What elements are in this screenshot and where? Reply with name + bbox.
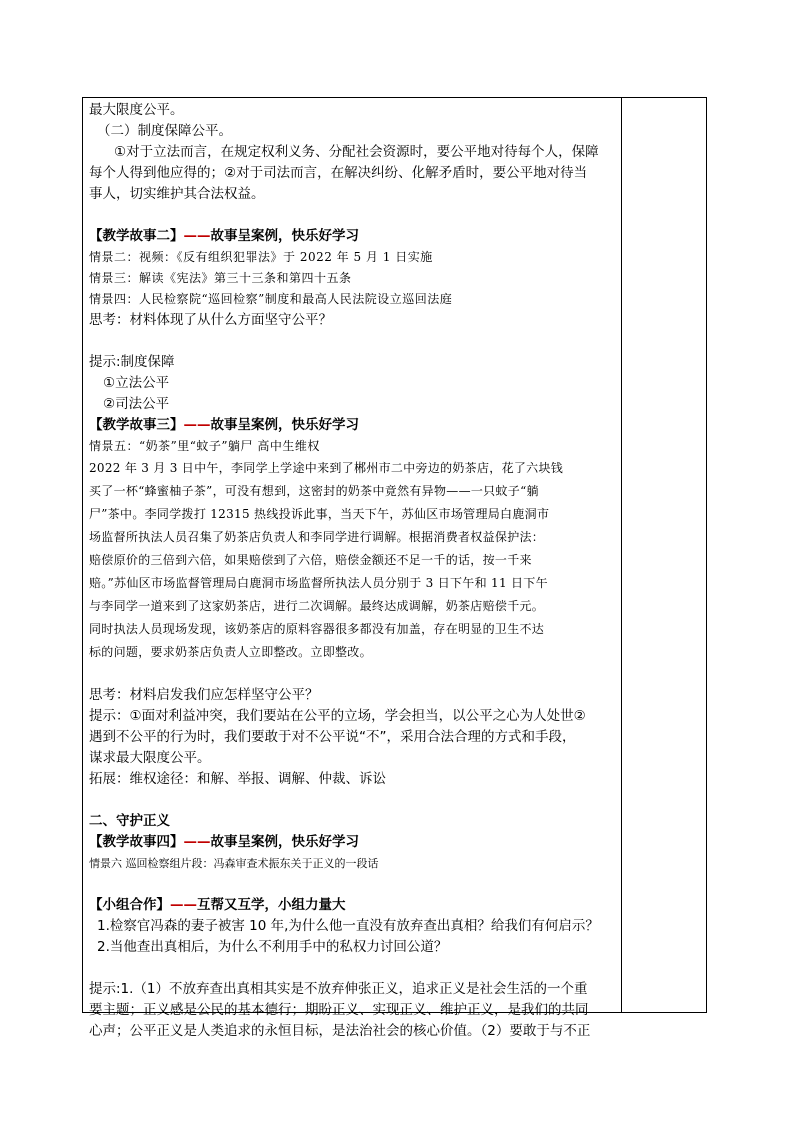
hint-line: 谋求最大限度公平。 xyxy=(89,750,211,766)
hint-item: ①立法公平 xyxy=(103,375,170,391)
question-item: 2.当他查出真相后，为什么不利用手中的私权力讨回公道？ xyxy=(97,939,448,955)
story-heading-bracket: 【教学故事二】 xyxy=(89,228,184,244)
story-line: 尸”茶中。李同学拨打 12315 热线投诉此事，当天下午，苏仙区市场管理局白鹿洞市 xyxy=(89,507,550,521)
story-line: 赔。”苏仙区市场监督管理局白鹿洞市场监督所执法人员分别于 3 日下午和 11 日下午 xyxy=(89,576,548,590)
hint-line: 遇到不公平的行为时，我们要敢于对不公平说“不”，采用合法合理的方式和手段， xyxy=(89,729,576,745)
paragraph-line: ①对于立法而言，在规定权利义务、分配社会资源时，要公平地对待每个人，保障 xyxy=(114,144,599,160)
scenario-line: 情景二：视频：《反有组织犯罪法》于 2022 年 5 月 1 日实施 xyxy=(89,250,433,264)
think-question: 思考：材料体现了从什么方面坚守公平？ xyxy=(89,312,332,328)
expand-line: 拓展：维权途径：和解、举报、调解、仲裁、诉讼 xyxy=(89,771,386,787)
story-heading-tail: 故事呈案例，快乐好学习 xyxy=(210,417,359,433)
scenario-line: 情景四：人民检察院“巡回检察”制度和最高人民法院设立巡回法庭 xyxy=(89,292,453,306)
hint-line: 提示:1.（1）不放弃查出真相其实是不放弃伸张正义，追求正义是社会生活的一个重 xyxy=(89,981,588,997)
scenario-line: 情景六 巡回检察组片段：冯森审查术振东关于正义的一段话 xyxy=(89,857,379,870)
story-heading-tail: 故事呈案例，快乐好学习 xyxy=(210,228,359,244)
question-item: 1.检察官冯森的妻子被害 10 年,为什么他一直没有放弃查出真相？给我们有何启示？ xyxy=(97,918,599,934)
hint-line: 心声；公平正义是人类追求的永恒目标，是法治社会的核心价值。（2）要敢于与不正 xyxy=(89,1023,591,1039)
story-heading-bracket: 【教学故事三】 xyxy=(89,417,184,433)
scenario-title: 情景五：“奶茶”里“蚊子”躺尸 高中生维权 xyxy=(89,439,320,453)
lesson-content-cell xyxy=(89,100,617,1042)
subheading-institution: （二）制度保障公平。 xyxy=(97,123,232,139)
story-line: 2022 年 3 月 3 日中午，李同学上学途中来到了郴州市二中旁边的奶茶店，花了六块钱 xyxy=(89,461,564,475)
red-dash: —— xyxy=(183,417,211,433)
red-dash: —— xyxy=(183,228,211,244)
hint-line: 提示:制度保障 xyxy=(89,354,175,370)
group-heading-tail: 互帮又互学，小组力量大 xyxy=(197,897,346,913)
story-line: 买了一杯“蜂蜜柚子茶”，可没有想到，这密封的奶茶中竟然有异物——一只蚊子“躺 xyxy=(89,484,539,498)
group-work-heading xyxy=(89,895,617,916)
group-heading-bracket: 【小组合作】 xyxy=(89,897,170,913)
lesson-table xyxy=(82,97,707,1039)
hint-line: 要主题；正义感是公民的基本德行；期盼正义、实现正义、维护正义，是我们的共同 xyxy=(89,1002,589,1018)
story-heading-bracket: 【教学故事四】 xyxy=(89,834,184,850)
paragraph-line: 事人，切实维护其合法权益。 xyxy=(89,186,265,202)
story-heading-tail: 故事呈案例，快乐好学习 xyxy=(210,834,359,850)
story-line: 标的问题，要求奶茶店负责人立即整改。立即整改。 xyxy=(89,645,372,659)
column-divider xyxy=(621,98,622,1012)
story-two-heading xyxy=(89,226,617,247)
story-line: 与李同学一道来到了这家奶茶店，进行二次调解。最终达成调解，奶茶店赔偿千元。 xyxy=(89,599,545,613)
story-three-heading xyxy=(89,415,617,436)
hint-item: ②司法公平 xyxy=(103,396,170,412)
red-dash: —— xyxy=(170,897,197,913)
story-line: 场监督所执法人员召集了奶茶店负责人和李同学进行调解。根据消费者权益保护法： xyxy=(89,530,545,544)
think-question: 思考：材料启发我们应怎样坚守公平？ xyxy=(89,687,319,703)
section-heading-justice: 二、守护正义 xyxy=(89,813,170,829)
story-line: 赔偿原价的三倍到六倍，如果赔偿到了六倍，赔偿金额还不足一千的话，按一千来 xyxy=(89,553,532,567)
hint-line: 提示：①面对利益冲突，我们要站在公平的立场，学会担当，以公平之心为人处世② xyxy=(89,708,586,724)
red-dash: —— xyxy=(183,834,211,850)
story-line: 同时执法人员现场发现，该奶茶店的原料容器很多都没有加盖，存在明显的卫生不达 xyxy=(89,622,545,636)
scenario-line: 情景三：解读《宪法》第三十三条和第四十五条 xyxy=(89,271,352,285)
paragraph-line: 每个人得到他应得的；②对于司法而言，在解决纠纷、化解矛盾时，要公平地对待当 xyxy=(89,165,588,181)
paragraph-line: 最大限度公平。 xyxy=(89,102,184,118)
story-four-heading xyxy=(89,832,617,853)
